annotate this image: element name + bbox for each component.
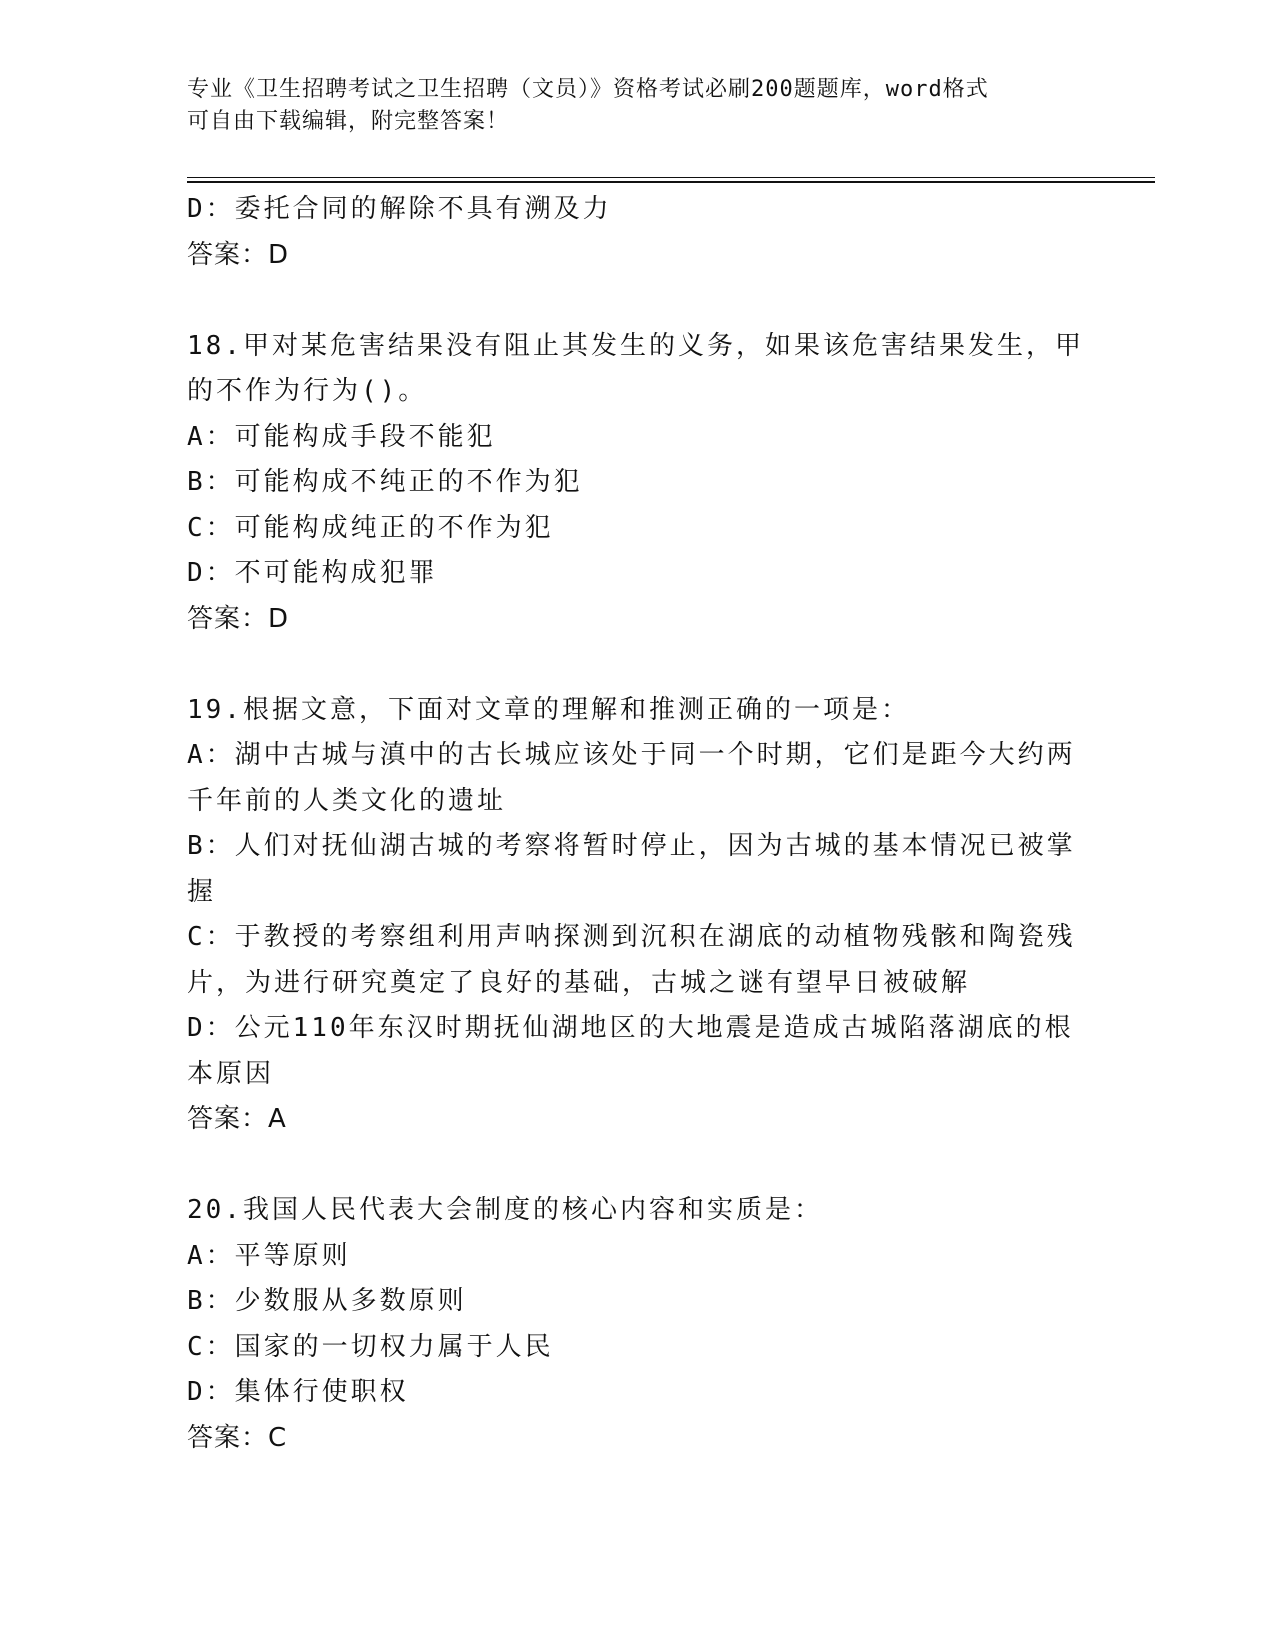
header-title-line-2: 可自由下载编辑，附完整答案！ bbox=[187, 109, 510, 134]
option-d: D：不可能构成犯罪 bbox=[187, 558, 438, 588]
answer-line: 答案：A bbox=[187, 1104, 287, 1134]
option-a: A：可能构成手段不能犯 bbox=[187, 421, 496, 452]
question-20 bbox=[187, 1188, 1087, 1461]
option-b: B：人们对抚仙湖古城的考察将暂时停止，因为古城的基本情况已被掌 bbox=[187, 831, 1076, 861]
question-19 bbox=[187, 688, 1087, 1143]
option-a-continued: 千年前的人类文化的遗址 bbox=[187, 785, 507, 816]
option-d: D：委托合同的解除不具有溯及力 bbox=[187, 194, 612, 224]
option-d: D：集体行使职权 bbox=[187, 1377, 409, 1407]
spacer bbox=[187, 1143, 1087, 1189]
option-d: D：公元110年东汉时期抚仙湖地区的大地震是造成古城陷落湖底的根 bbox=[187, 1013, 1074, 1043]
header-title-line-1: 专业《卫生招聘考试之卫生招聘（文员）》资格考试必刷200题题库，word格式 bbox=[187, 77, 989, 102]
option-d-continued: 本原因 bbox=[187, 1058, 275, 1089]
document-body bbox=[187, 187, 1087, 1461]
option-a: A：湖中古城与滇中的古长城应该处于同一个时期，它们是距今大约两 bbox=[187, 740, 1076, 770]
option-c: C：国家的一切权力属于人民 bbox=[187, 1331, 554, 1362]
question-stem-continued: 的不作为行为()。 bbox=[187, 376, 428, 406]
question-stem: 18.甲对某危害结果没有阻止其发生的义务，如果该危害结果发生，甲 bbox=[187, 330, 1084, 361]
option-b: B：可能构成不纯正的不作为犯 bbox=[187, 467, 583, 497]
page-header bbox=[187, 74, 1067, 138]
option-a: A：平等原则 bbox=[187, 1240, 351, 1271]
option-c-continued: 片，为进行研究奠定了良好的基础，古城之谜有望早日被破解 bbox=[187, 967, 971, 998]
answer-line: 答案：D bbox=[187, 603, 290, 634]
option-c: C：于教授的考察组利用声呐探测到沉积在湖底的动植物残骸和陶瓷残 bbox=[187, 922, 1076, 952]
option-b: B：少数服从多数原则 bbox=[187, 1286, 467, 1316]
answer-line: 答案：D bbox=[187, 239, 290, 270]
answer-line: 答案：C bbox=[187, 1422, 288, 1453]
question-18 bbox=[187, 324, 1087, 643]
question-stem: 19.根据文意，下面对文章的理解和推测正确的一项是： bbox=[187, 694, 910, 725]
spacer bbox=[187, 642, 1087, 688]
spacer bbox=[187, 278, 1087, 324]
question-stem: 20.我国人民代表大会制度的核心内容和实质是： bbox=[187, 1195, 823, 1225]
header-divider bbox=[187, 177, 1155, 183]
option-c: C：可能构成纯正的不作为犯 bbox=[187, 512, 554, 543]
previous-question-tail bbox=[187, 187, 1087, 278]
option-b-continued: 握 bbox=[187, 876, 217, 907]
